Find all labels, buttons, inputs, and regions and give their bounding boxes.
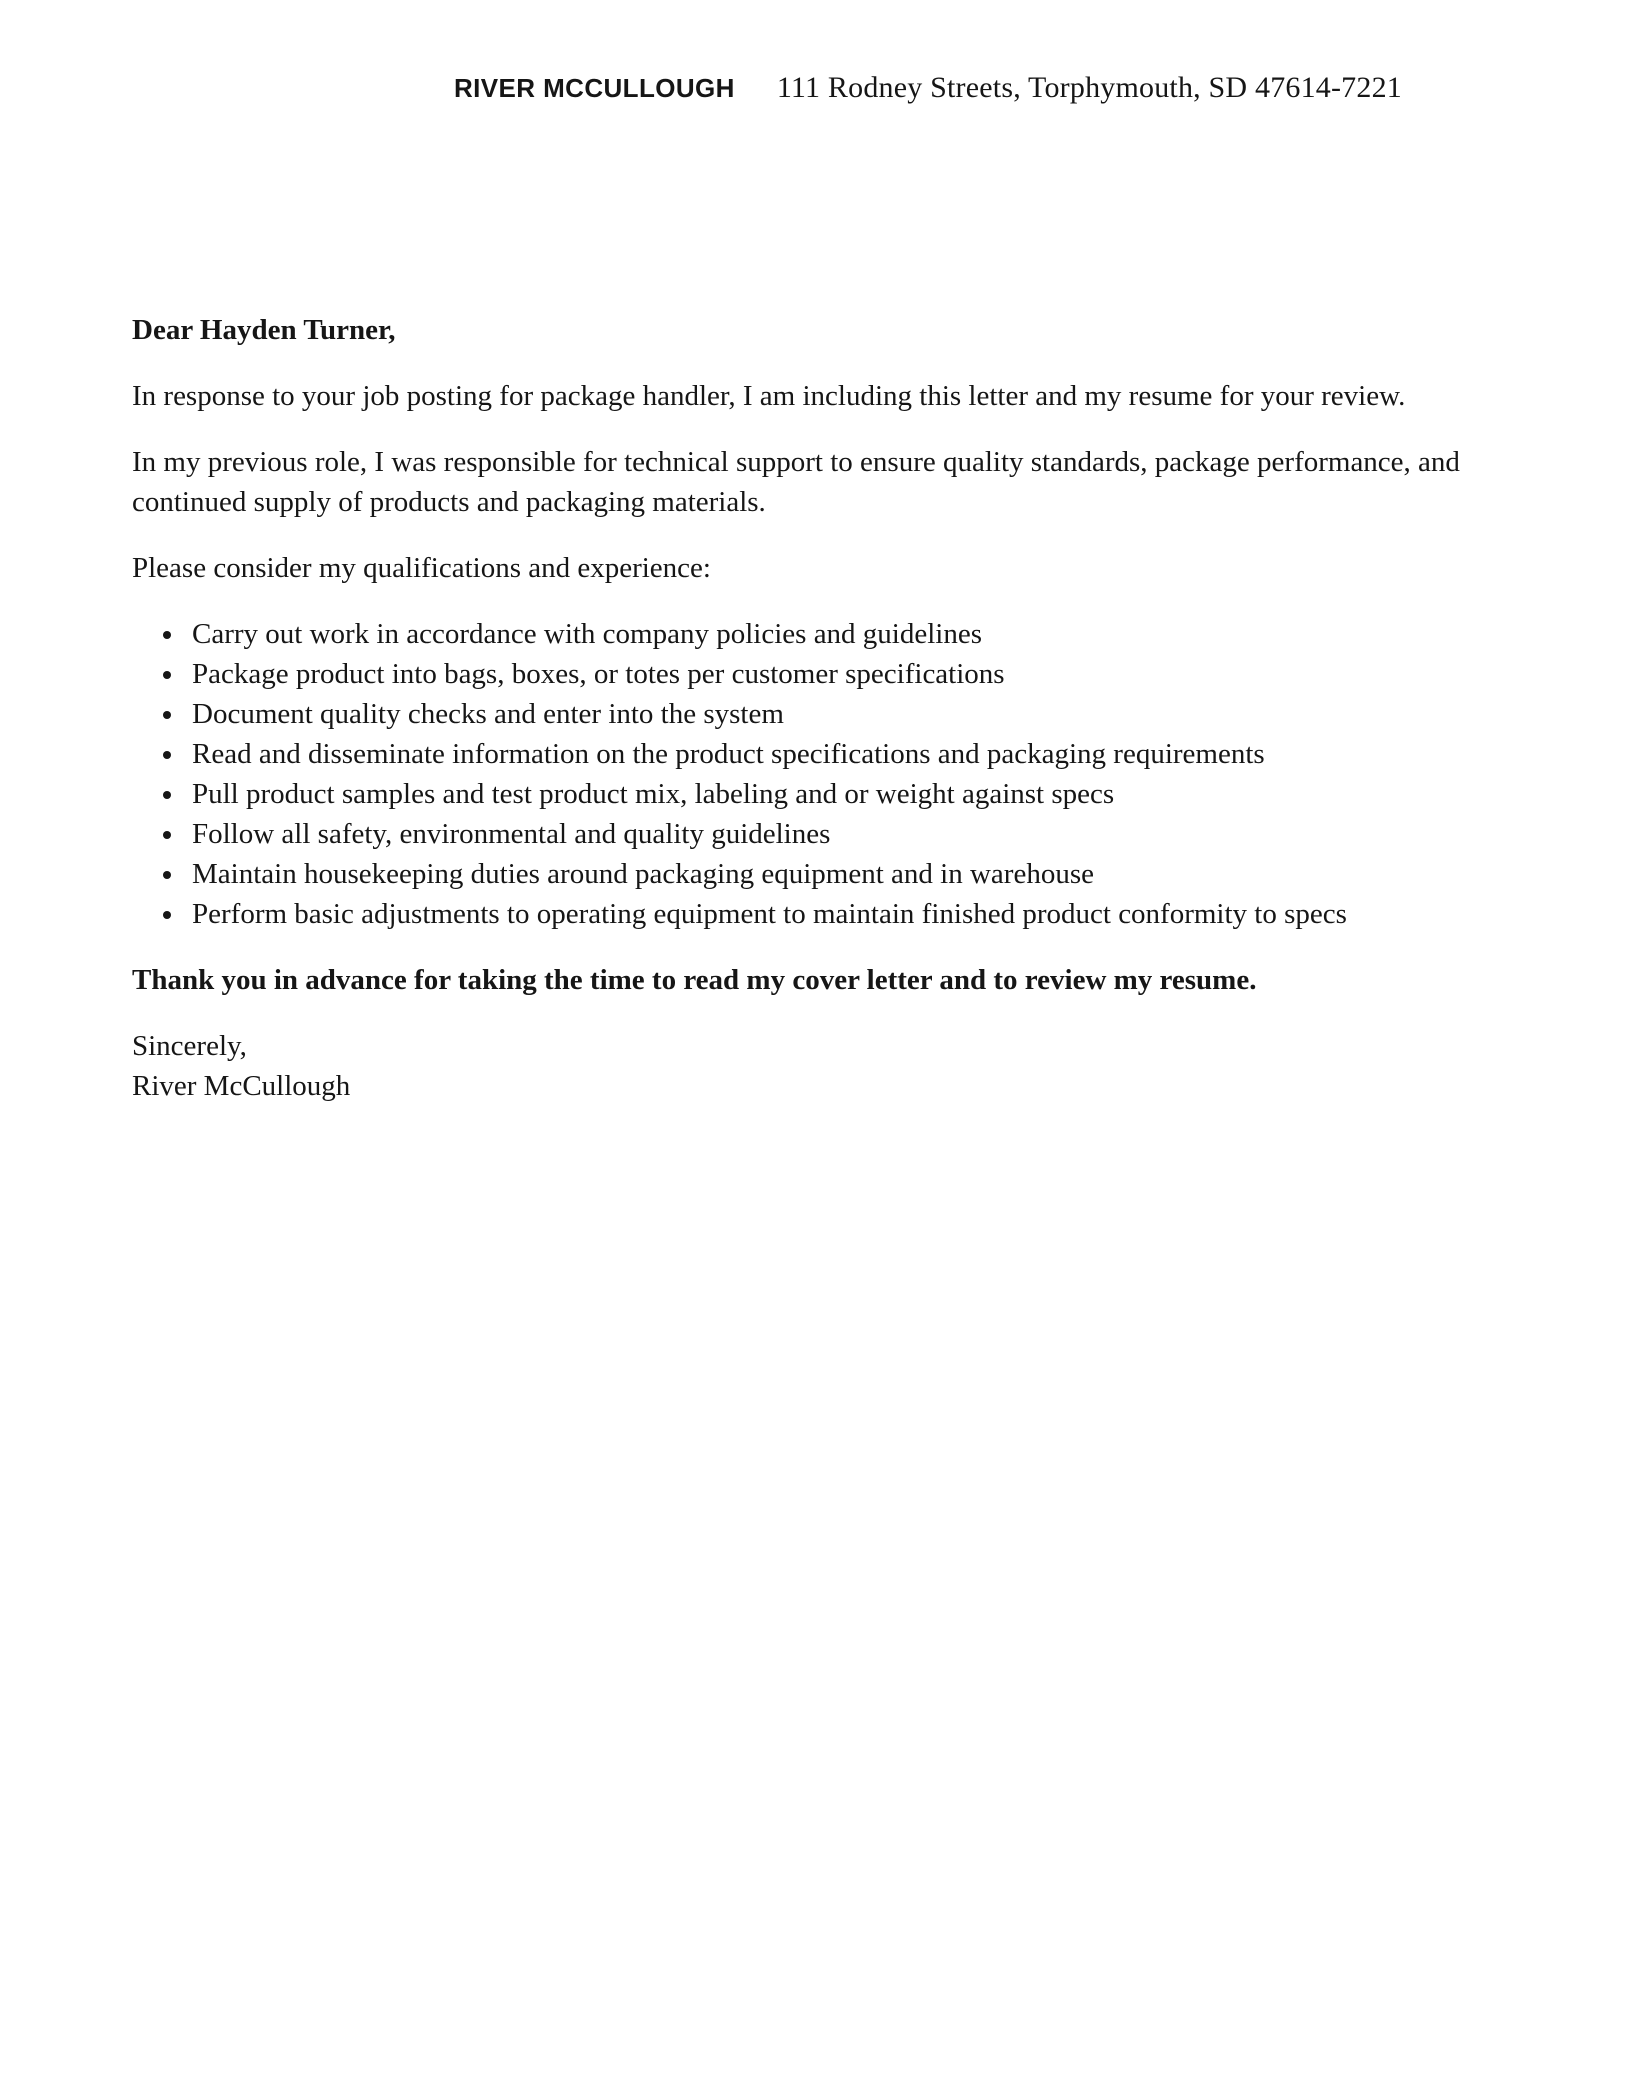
letter-header: [132, 68, 1516, 108]
signature-name: River McCullough: [132, 1070, 351, 1102]
qualifications-list: [132, 614, 1516, 934]
letter-body: [132, 310, 1516, 1106]
greeting: Dear Hayden Turner,: [132, 314, 396, 346]
list-item: • Maintain housekeeping duties around packaging equipment and in warehouse: [186, 854, 1516, 894]
paragraph-previous-role: In my previous role, I was responsible for technical support to ensure quality standards, package performance, and continued supply of products and packaging materials.: [132, 446, 1460, 518]
signoff-block: [132, 1026, 1516, 1106]
sender-address: 111 Rodney Streets, Torphymouth, SD 47614-7221: [776, 71, 1402, 104]
paragraph-qualifications-lead: Please consider my qualifications and experience:: [132, 552, 711, 584]
signoff-word: Sincerely,: [132, 1030, 247, 1062]
list-item: • Document quality checks and enter into the system: [186, 694, 1516, 734]
paragraph-intro: In response to your job posting for package handler, I am including this letter and my resume for your review.: [132, 380, 1406, 412]
list-item: • Perform basic adjustments to operating equipment to maintain finished product conformity to specs: [186, 894, 1516, 934]
sender-name: RIVER MCCULLOUGH: [454, 73, 735, 103]
list-item: • Read and disseminate information on the product specifications and packaging requirements: [186, 734, 1516, 774]
list-item: • Carry out work in accordance with company policies and guidelines: [186, 614, 1516, 654]
closing-thanks: Thank you in advance for taking the time to read my cover letter and to review my resume.: [132, 964, 1257, 996]
list-item: • Package product into bags, boxes, or totes per customer specifications: [186, 654, 1516, 694]
list-item: • Pull product samples and test product mix, labeling and or weight against specs: [186, 774, 1516, 814]
list-item: • Follow all safety, environmental and quality guidelines: [186, 814, 1516, 854]
